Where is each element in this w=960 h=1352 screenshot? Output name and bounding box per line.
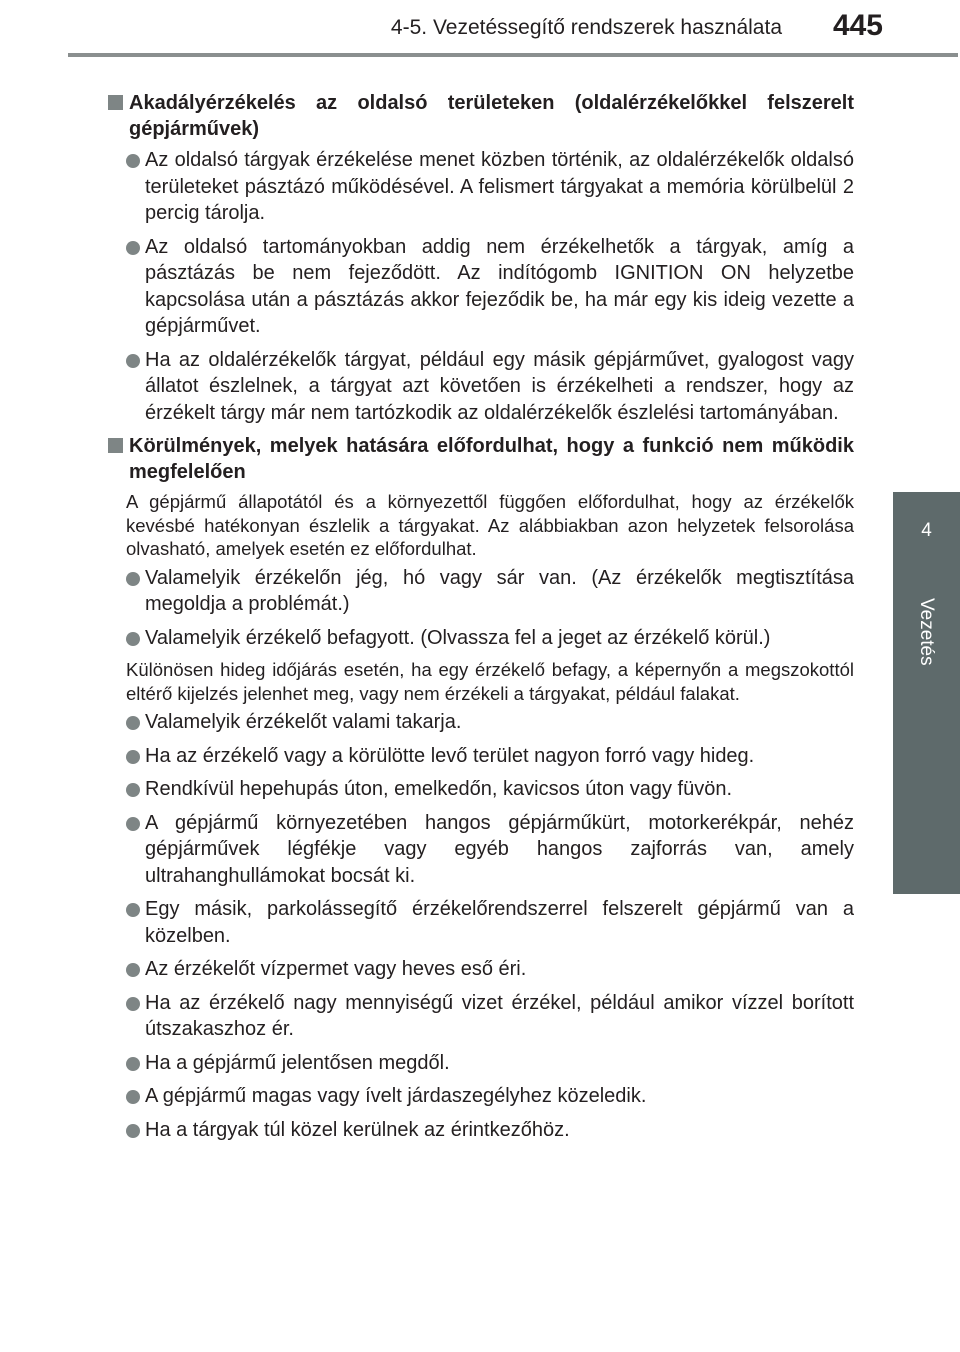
round-bullet-icon [126,632,140,646]
round-bullet-icon [126,997,140,1011]
list-item: Valamelyik érzékelő befagyott. (Olvassza fel a jeget az érzékelő körül.) [108,625,854,652]
list-item: Valamelyik érzékelőn jég, hó vagy sár van. (Az érzékelők megtisztítása megoldja a problémát.) [108,565,854,618]
round-bullet-icon [126,817,140,831]
list-item: Az érzékelőt vízpermet vagy heves eső éri. [108,956,854,983]
section-heading-side-detection: Akadályérzékelés az oldalsó területeken (oldalérzékelőkkel felszerelt gépjárművek) [108,90,854,142]
round-bullet-icon [126,354,140,368]
note-paragraph: Különösen hideg időjárás esetén, ha egy érzékelő befagy, a képernyőn a megszokottól eltérő kijelzés jelenhet meg, vagy nem érzékeli a tárgyakat, például falakat. [126,659,854,704]
list-item: Az oldalsó tartományokban addig nem érzékelhetők a tárgyak, amíg a pásztázás be nem fejeződött. Az indítógomb IGNITION ON helyzetbe kapcsolása után a pásztázás akkor fejeződik be, ha már egy kis ideig vezette a gépjárművet. [108,234,854,340]
chapter-label: Vezetés [916,598,937,666]
list-item: Ha az érzékelő nagy mennyiségű vizet érzékel, például amikor vízzel borított útszakaszhoz ér. [108,990,854,1043]
round-bullet-icon [126,716,140,730]
round-bullet-icon [126,963,140,977]
list-item: Az oldalsó tárgyak érzékelése menet közben történik, az oldalérzékelők oldalsó területeket pásztázó működésével. A felismert tárgyakat a memória körülbelül 2 percig tárolja. [108,147,854,227]
square-bullet-icon [108,438,123,453]
chapter-side-tab [893,492,960,894]
page-number: 445 [832,9,883,42]
list-item: Rendkívül hepehupás úton, emelkedőn, kavicsos úton vagy füvön. [108,776,854,803]
list-item: Ha a gépjármű jelentősen megdől. [108,1050,854,1077]
list-item: Egy másik, parkolássegítő érzékelőrendszerrel felszerelt gépjármű van a közelben. [108,896,854,949]
round-bullet-icon [126,1057,140,1071]
list-item: Ha a tárgyak túl közel kerülnek az érintkezőhöz. [108,1117,854,1144]
intro-paragraph: A gépjármű állapotától és a környezettől függően előfordulhat, hogy az érzékelők kevésbé hatékonyan észlelik a tárgyakat. Az alábbiakban azon helyzetek felsorolása olvasható, amelyek esetén ez előfordulhat. [126,491,854,559]
round-bullet-icon [126,572,140,586]
round-bullet-icon [126,783,140,797]
round-bullet-icon [126,1090,140,1104]
list-item: Ha az érzékelő vagy a körülötte levő terület nagyon forró vagy hideg. [108,743,854,770]
section-heading-conditions: Körülmények, melyek hatására előfordulhat, hogy a funkció nem működik megfelelően [108,433,854,485]
header-divider [68,53,958,57]
list-item: A gépjármű környezetében hangos gépjárműkürt, motorkerékpár, nehéz gépjárművek légfékje vagy egyéb hangos zajforrás van, amely ultrahanghullámokat bocsát ki. [108,810,854,890]
square-bullet-icon [108,95,123,110]
round-bullet-icon [126,903,140,917]
round-bullet-icon [126,750,140,764]
chapter-title: 4-5. Vezetéssegítő rendszerek használata [390,16,782,39]
round-bullet-icon [126,154,140,168]
chapter-number: 4 [921,520,932,541]
list-item: Valamelyik érzékelőt valami takarja. [108,709,854,736]
page-content [108,90,854,1150]
round-bullet-icon [126,241,140,255]
list-item: A gépjármű magas vagy ívelt járdaszegélyhez közeledik. [108,1083,854,1110]
list-item: Ha az oldalérzékelők tárgyat, például egy másik gépjárművet, gyalogost vagy állatot észlelnek, a tárgyat azt követően is érzékelheti a rendszer, hogy az érzékelt tárgy már nem tartózkodik az oldalérzékelők észlelési tartományában. [108,347,854,427]
page-header [0,0,960,80]
round-bullet-icon [126,1124,140,1138]
